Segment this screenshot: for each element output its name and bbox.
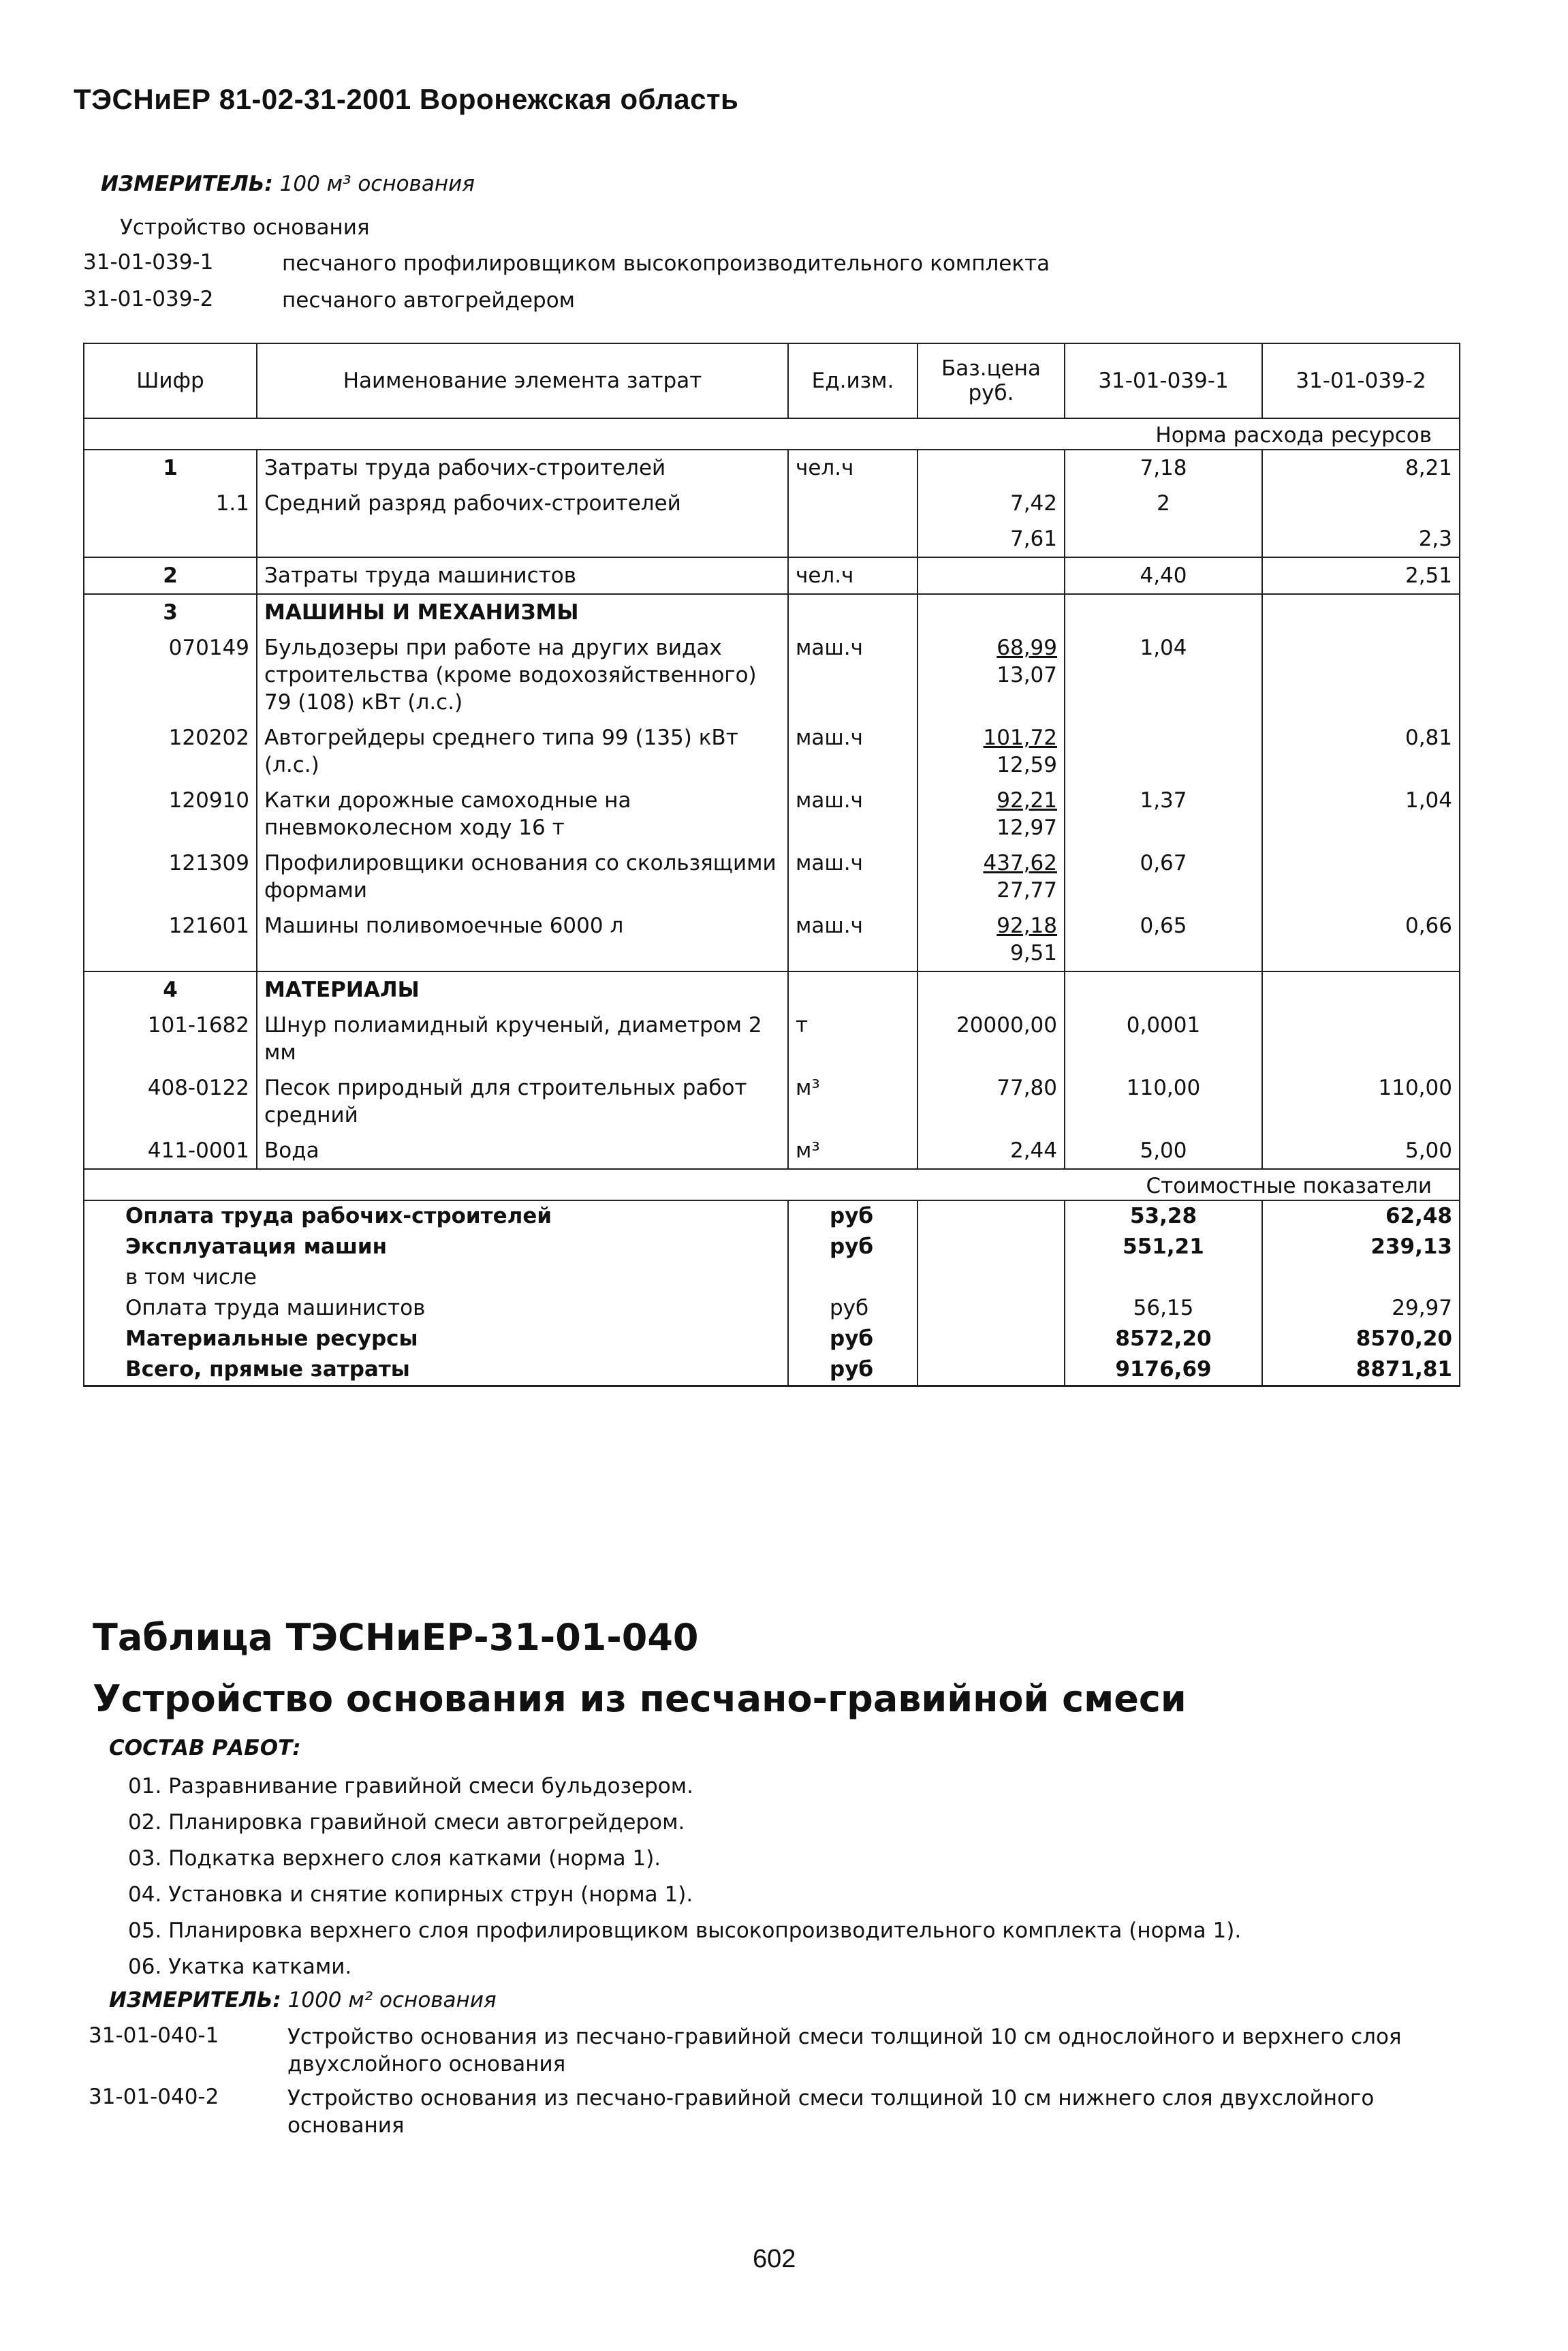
cell-norm-2: 5,00	[1262, 1133, 1460, 1169]
operations-list	[128, 1769, 1241, 1985]
cell-name: Затраты труда рабочих-строителей	[257, 450, 788, 486]
cell-name: Шнур полиамидный крученый, диаметром 2 мм	[257, 1008, 788, 1070]
code-desc: песчаного автогрейдером	[282, 288, 576, 313]
cell-unit: м³	[788, 1070, 918, 1133]
cell-name: МАШИНЫ И МЕХАНИЗМЫ	[257, 594, 788, 630]
cell-unit: маш.ч	[788, 720, 918, 783]
cost-unit: руб	[788, 1324, 918, 1354]
table-row	[84, 630, 1460, 720]
cell-code: 3	[84, 594, 257, 630]
cell-code: 121309	[84, 845, 257, 908]
price-main: 20000,00	[956, 1013, 1057, 1038]
cell-name: Песок природный для строительных работ средний	[257, 1070, 788, 1133]
cell-norm-1: 4,40	[1065, 557, 1262, 594]
cost-price-empty	[918, 1324, 1065, 1354]
table-row	[84, 450, 1460, 486]
cost-value-1	[1065, 1262, 1262, 1293]
cell-norm-1: 5,00	[1065, 1133, 1262, 1169]
norms-table	[83, 343, 1460, 1387]
cell-norm-1	[1065, 594, 1262, 630]
cell-norm-2	[1262, 1008, 1460, 1070]
page-number: 602	[753, 2245, 796, 2273]
cell-code: 101-1682	[84, 1008, 257, 1070]
cell-unit: маш.ч	[788, 630, 918, 720]
norm-band: Норма расхода ресурсов	[84, 418, 1460, 450]
cell-price	[918, 594, 1065, 630]
cell-norm-2: 110,00	[1262, 1070, 1460, 1133]
cell-norm-2: 2,51	[1262, 557, 1460, 594]
cell-name: Катки дорожные самоходные на пневмоколесном ходу 16 т	[257, 783, 788, 845]
cell-unit: маш.ч	[788, 845, 918, 908]
price-wage: 27,77	[997, 878, 1057, 903]
cell-norm-2	[1262, 486, 1460, 521]
price-main: 7,61	[1009, 527, 1057, 551]
cost-value-1: 56,15	[1065, 1293, 1262, 1324]
cell-code: 121601	[84, 908, 257, 971]
table-row	[84, 1070, 1460, 1133]
cell-price	[918, 557, 1065, 594]
list-item: 05. Планировка верхнего слоя профилировщиком высокопроизводительного комплекта (норма 1).	[128, 1918, 1242, 1943]
cost-value-2	[1262, 1262, 1460, 1293]
cell-price	[918, 521, 1065, 557]
cost-row	[84, 1232, 1460, 1262]
cell-price	[918, 845, 1065, 908]
cell-code: 411-0001	[84, 1133, 257, 1169]
price-main: 2,44	[1009, 1138, 1057, 1163]
price-main: 7,42	[1009, 491, 1057, 516]
cost-value-1: 551,21	[1065, 1232, 1262, 1262]
cost-name: Оплата труда рабочих-строителей	[84, 1200, 788, 1232]
list-item: 02. Планировка гравийной смеси автогрейдером.	[128, 1810, 685, 1835]
price-wage: 9,51	[1009, 941, 1057, 965]
cost-row	[84, 1200, 1460, 1232]
cell-unit: чел.ч	[788, 557, 918, 594]
table-header-row	[84, 343, 1460, 418]
price-wage: 13,07	[997, 663, 1057, 687]
cell-norm-1: 110,00	[1065, 1070, 1262, 1133]
cell-norm-1	[1065, 521, 1262, 557]
list-item: 01. Разравнивание гравийной смеси бульдозером.	[128, 1774, 693, 1799]
cell-price	[918, 486, 1065, 521]
cost-price-empty	[918, 1293, 1065, 1324]
cell-unit: маш.ч	[788, 783, 918, 845]
cell-price	[918, 1070, 1065, 1133]
measure-line-next	[109, 1988, 497, 2012]
cost-row	[84, 1262, 1460, 1293]
cost-value-2: 239,13	[1262, 1232, 1460, 1262]
code: 31-01-039-2	[83, 287, 214, 311]
cell-norm-2: 8,21	[1262, 450, 1460, 486]
code-desc: Устройство основания из песчано-гравийной смеси толщиной 10 см однослойного и верхнего слоя двухслойного основания	[287, 2025, 1402, 2076]
table-row	[84, 908, 1460, 971]
cell-norm-1: 0,65	[1065, 908, 1262, 971]
price-wage: 12,97	[997, 815, 1057, 840]
cell-name: Бульдозеры при работе на других видах строительства (кроме водохозяйственного) 79 (108) кВт (л.с.)	[257, 630, 788, 720]
cell-code: 120910	[84, 783, 257, 845]
header-col2: 31-01-039-2	[1262, 343, 1460, 418]
cell-norm-2	[1262, 971, 1460, 1008]
group-title: Устройство основания	[120, 215, 370, 240]
cell-unit	[788, 971, 918, 1008]
cell-norm-1	[1065, 971, 1262, 1008]
measure-value: 100 м³ основания	[279, 172, 475, 196]
cell-name	[257, 521, 788, 557]
price-main: 101,72	[983, 726, 1057, 750]
cell-price	[918, 720, 1065, 783]
cell-unit	[788, 486, 918, 521]
cell-unit: м³	[788, 1133, 918, 1169]
cost-value-2: 29,97	[1262, 1293, 1460, 1324]
cell-name: Автогрейдеры среднего типа 99 (135) кВт (л.с.)	[257, 720, 788, 783]
cell-code: 1.1	[84, 486, 257, 521]
cell-norm-2: 0,66	[1262, 908, 1460, 971]
measure-label: ИЗМЕРИТЕЛЬ:	[109, 1988, 281, 2012]
cost-value-1: 9176,69	[1065, 1354, 1262, 1386]
cell-code: 070149	[84, 630, 257, 720]
list-item: 06. Укатка катками.	[128, 1955, 352, 1979]
table-row	[84, 1008, 1460, 1070]
cell-code: 120202	[84, 720, 257, 783]
list-item: 04. Установка и снятие копирных струн (норма 1).	[128, 1882, 693, 1907]
cell-norm-2: 1,04	[1262, 783, 1460, 845]
cost-unit: руб	[788, 1232, 918, 1262]
header-name: Наименование элемента затрат	[257, 343, 788, 418]
cell-unit: чел.ч	[788, 450, 918, 486]
table-row	[84, 720, 1460, 783]
table-row	[84, 521, 1460, 557]
cost-value-1: 53,28	[1065, 1200, 1262, 1232]
cell-price	[918, 450, 1065, 486]
measure-value: 1000 м² основания	[287, 1988, 497, 2012]
code-desc: Устройство основания из песчано-гравийной смеси толщиной 10 см нижнего слоя двухслойного основания	[287, 2086, 1375, 2138]
cell-norm-1: 0,0001	[1065, 1008, 1262, 1070]
header-unit: Ед.изм.	[788, 343, 918, 418]
cell-norm-1: 0,67	[1065, 845, 1262, 908]
cost-value-2: 62,48	[1262, 1200, 1460, 1232]
cost-value-2: 8871,81	[1262, 1354, 1460, 1386]
cost-name: Материальные ресурсы	[84, 1324, 788, 1354]
table-row	[84, 971, 1460, 1008]
cost-row	[84, 1324, 1460, 1354]
code: 31-01-039-1	[83, 250, 214, 275]
cell-unit: т	[788, 1008, 918, 1070]
cost-name: в том числе	[84, 1262, 788, 1293]
cell-norm-2: 0,81	[1262, 720, 1460, 783]
cell-name: Средний разряд рабочих-строителей	[257, 486, 788, 521]
next-table-subtitle: Устройство основания из песчано-гравийной смеси	[93, 1677, 1187, 1720]
cell-name: МАТЕРИАЛЫ	[257, 971, 788, 1008]
list-item: 03. Подкатка верхнего слоя катками (норма 1).	[128, 1846, 661, 1871]
cost-unit: руб	[788, 1200, 918, 1232]
price-main: 77,80	[997, 1076, 1057, 1100]
table-row	[84, 486, 1460, 521]
cost-unit: руб	[788, 1293, 918, 1324]
cell-norm-2	[1262, 845, 1460, 908]
page-header: ТЭСНиЕР 81-02-31-2001 Воронежская область	[74, 83, 739, 115]
price-wage: 12,59	[997, 753, 1057, 777]
cell-price	[918, 630, 1065, 720]
price-main: 68,99	[997, 636, 1057, 660]
cell-code	[84, 521, 257, 557]
table-row	[84, 783, 1460, 845]
cost-value-1: 8572,20	[1065, 1324, 1262, 1354]
cell-price	[918, 783, 1065, 845]
cost-band: Стоимостные показатели	[84, 1169, 1460, 1200]
cost-price-empty	[918, 1354, 1065, 1386]
cell-price	[918, 971, 1065, 1008]
cost-band-row	[84, 1169, 1460, 1200]
cost-price-empty	[918, 1262, 1065, 1293]
cost-unit	[788, 1262, 918, 1293]
table-row	[84, 557, 1460, 594]
cell-norm-1	[1065, 720, 1262, 783]
cell-code: 2	[84, 557, 257, 594]
cell-code: 4	[84, 971, 257, 1008]
price-main: 92,21	[997, 788, 1057, 813]
cell-norm-2	[1262, 594, 1460, 630]
cell-norm-2	[1262, 630, 1460, 720]
cell-code: 1	[84, 450, 257, 486]
header-col1: 31-01-039-1	[1065, 343, 1262, 418]
measure-label: ИЗМЕРИТЕЛЬ:	[101, 172, 273, 196]
cost-unit: руб	[788, 1354, 918, 1386]
next-table-title: Таблица ТЭСНиЕР-31-01-040	[93, 1616, 699, 1659]
header-price: Баз.цена руб.	[918, 343, 1065, 418]
code-desc: песчаного профилировщиком высокопроизводительного комплекта	[282, 251, 1050, 276]
cost-name: Эксплуатация машин	[84, 1232, 788, 1262]
cell-unit	[788, 594, 918, 630]
code: 31-01-040-2	[89, 2085, 219, 2109]
cost-name: Оплата труда машинистов	[84, 1293, 788, 1324]
cell-unit: маш.ч	[788, 908, 918, 971]
table-row	[84, 1133, 1460, 1169]
cost-name: Всего, прямые затраты	[84, 1354, 788, 1386]
cell-name: Машины поливомоечные 6000 л	[257, 908, 788, 971]
price-main: 437,62	[983, 851, 1057, 875]
cell-norm-1: 1,37	[1065, 783, 1262, 845]
table-row	[84, 845, 1460, 908]
cost-row	[84, 1354, 1460, 1386]
cell-unit	[788, 521, 918, 557]
cell-price	[918, 1133, 1065, 1169]
cell-price	[918, 1008, 1065, 1070]
cell-name: Затраты труда машинистов	[257, 557, 788, 594]
cell-norm-2: 2,3	[1262, 521, 1460, 557]
price-main: 92,18	[997, 914, 1057, 938]
norm-band-row	[84, 418, 1460, 450]
cell-norm-1: 2	[1065, 486, 1262, 521]
cost-price-empty	[918, 1232, 1065, 1262]
header-cipher: Шифр	[84, 343, 257, 418]
code: 31-01-040-1	[89, 2023, 219, 2048]
cost-row	[84, 1293, 1460, 1324]
measure-line-top	[101, 172, 475, 196]
table-row	[84, 594, 1460, 630]
cell-norm-1: 7,18	[1065, 450, 1262, 486]
cell-name: Вода	[257, 1133, 788, 1169]
cost-value-2: 8570,20	[1262, 1324, 1460, 1354]
composition-label: СОСТАВ РАБОТ:	[109, 1736, 301, 1760]
cell-name: Профилировщики основания со скользящими формами	[257, 845, 788, 908]
cost-price-empty	[918, 1200, 1065, 1232]
cell-price	[918, 908, 1065, 971]
cell-code: 408-0122	[84, 1070, 257, 1133]
cell-norm-1: 1,04	[1065, 630, 1262, 720]
